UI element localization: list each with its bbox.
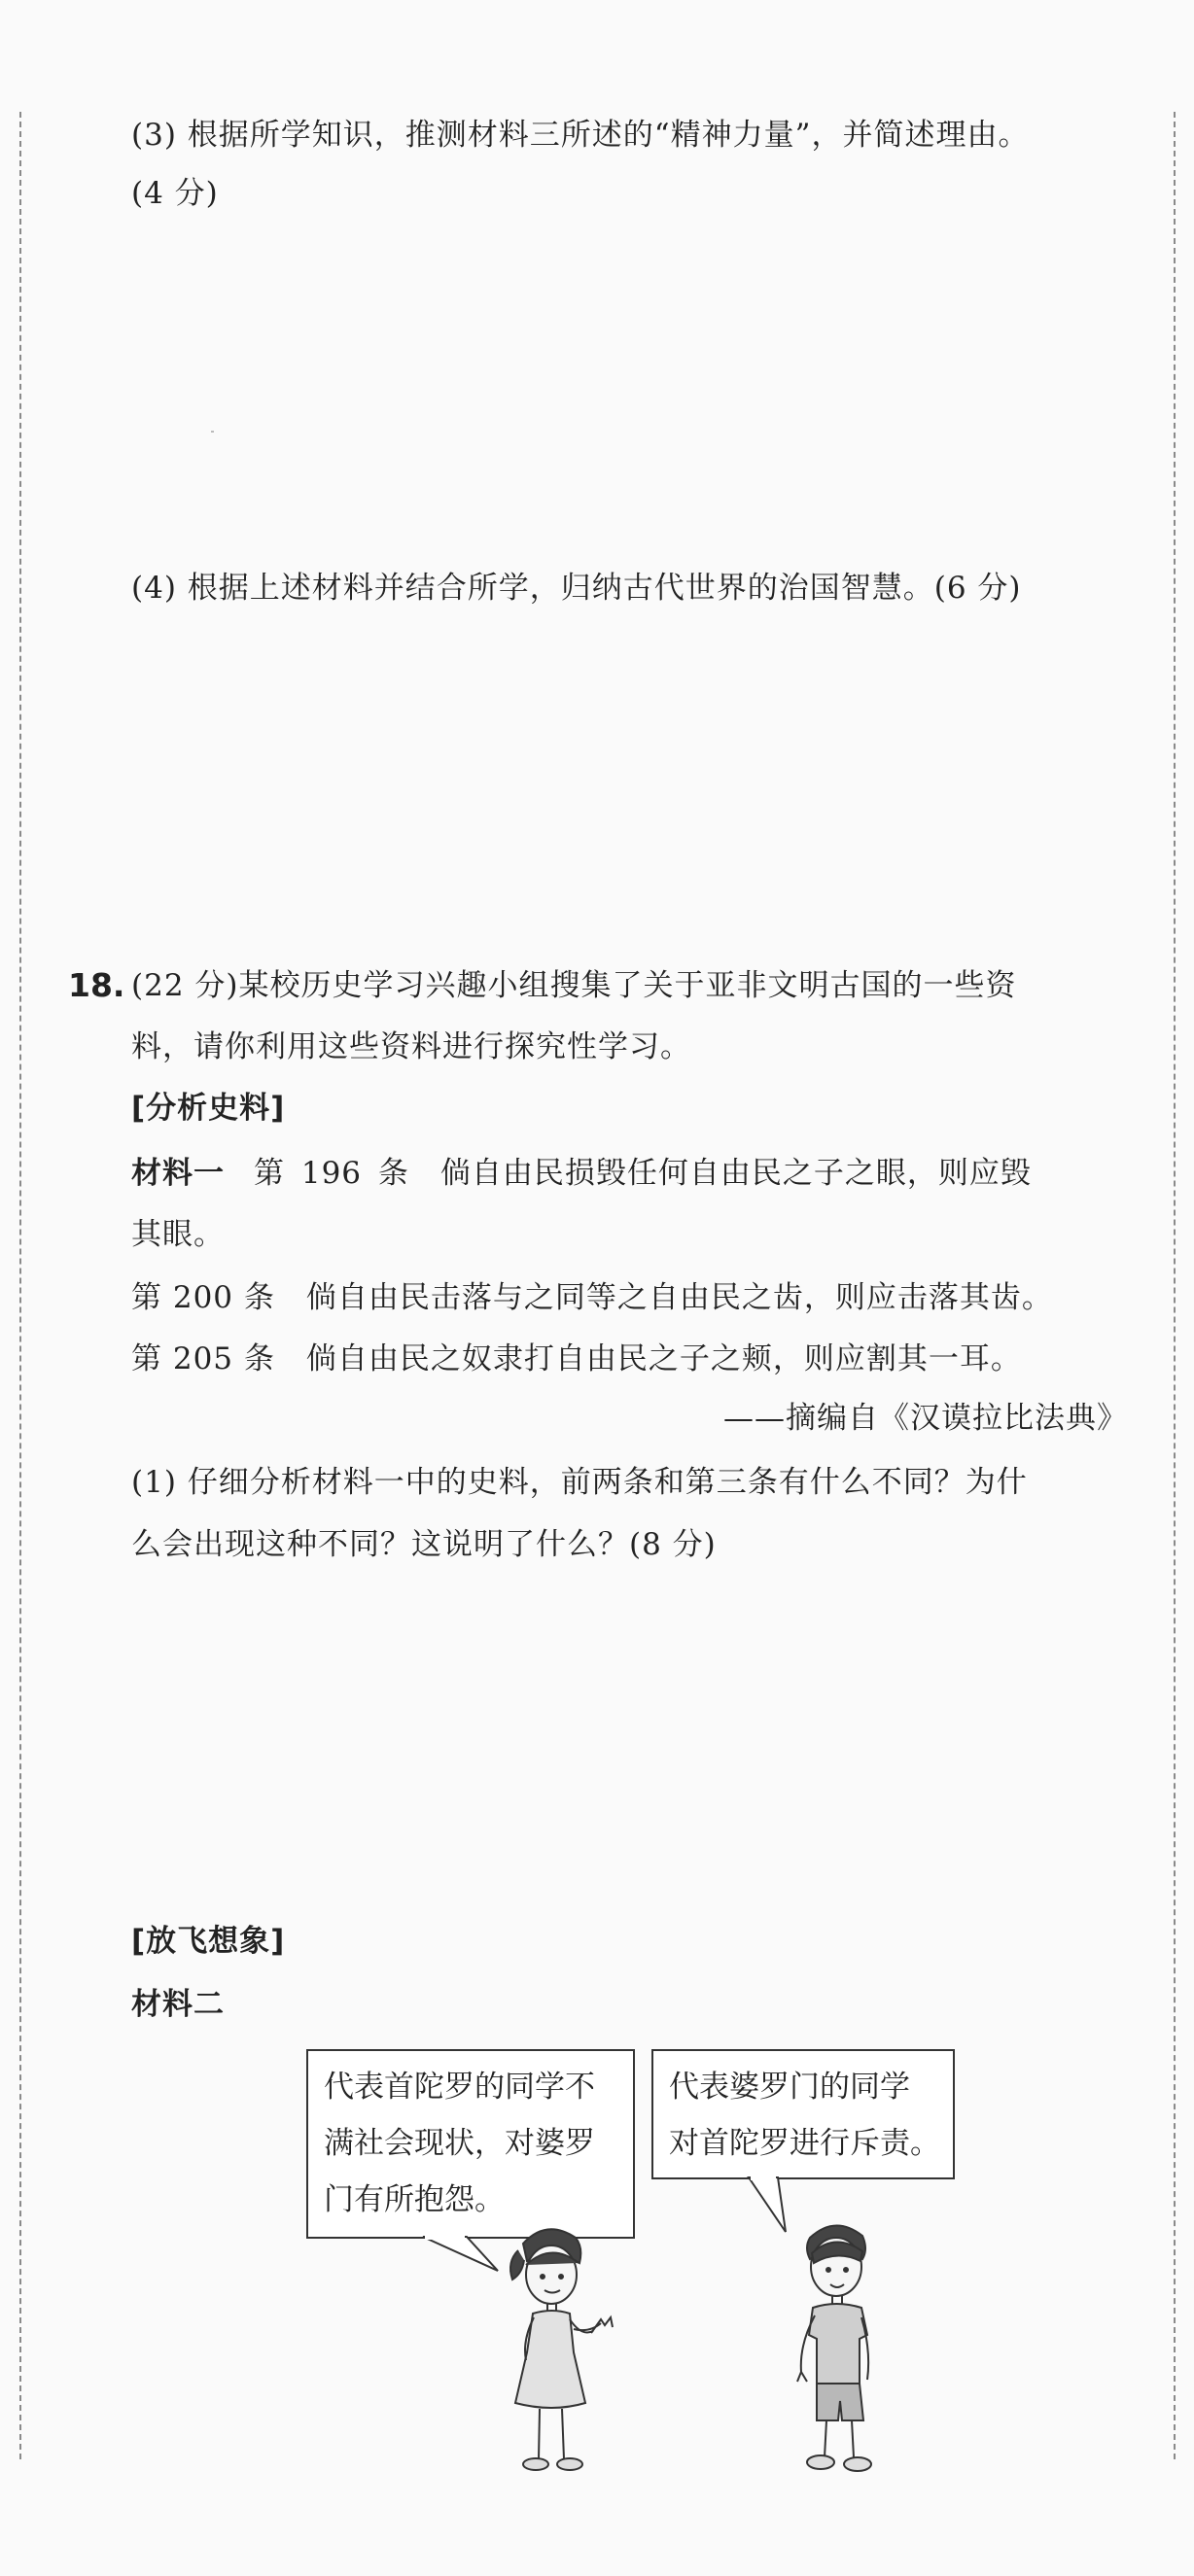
girl-student-figure	[510, 2229, 613, 2470]
bubble-right-line2: 对首陀罗进行斥责。	[669, 2126, 940, 2161]
section-title-imagine: [放飞想象]	[131, 1924, 286, 1959]
material1-line1	[131, 1152, 1032, 1195]
speech-bubble-left	[306, 2049, 635, 2239]
bubble-left-line1: 代表首陀罗的同学不	[324, 2070, 595, 2105]
bubble-left-line2: 满社会现状，对婆罗	[324, 2126, 595, 2161]
q3-prompt-line2: (4 分)	[131, 176, 219, 211]
material1-line3: 第 200 条 倘自由民击落与之同等之自由民之齿，则应击落其齿。	[131, 1280, 1053, 1315]
boy-student-figure	[797, 2225, 871, 2471]
section-title-analyze: [分析史料]	[131, 1091, 286, 1126]
q4-prompt: (4) 根据上述材料并结合所学，归纳古代世界的治国智慧。(6 分)	[131, 571, 1022, 606]
scan-speck	[211, 431, 214, 433]
material1-line4: 第 205 条 倘自由民之奴隶打自由民之子之颊，则应割其一耳。	[131, 1341, 1022, 1376]
q18-intro-line2: 料，请你利用这些资料进行探究性学习。	[131, 1029, 691, 1064]
speech-bubble-right	[651, 2049, 955, 2179]
material1-text: 第 196 条 倘自由民损毁任何自由民之子之眼，则应毁	[254, 1156, 1032, 1191]
material1-source: ——摘编自《汉谟拉比法典》	[723, 1401, 1128, 1436]
bubble-right-tail	[749, 2177, 786, 2232]
material1-label: 材料一	[131, 1156, 225, 1191]
material2-label: 材料二	[131, 1987, 225, 2022]
q18-intro-line1: (22 分)某校历史学习兴趣小组搜集了关于亚非文明古国的一些资	[131, 968, 1017, 1003]
q1-prompt-line2: 么会出现这种不同？这说明了什么？(8 分)	[131, 1527, 717, 1562]
bubble-right-line1: 代表婆罗门的同学	[669, 2070, 910, 2105]
left-binding-margin	[19, 112, 21, 2459]
question-number: 18.	[68, 966, 125, 1004]
bubble-left-tail	[423, 2237, 498, 2271]
right-binding-margin	[1174, 112, 1176, 2459]
q1-prompt-line1: (1) 仔细分析材料一中的史料，前两条和第三条有什么不同？为什	[131, 1465, 1028, 1500]
material1-line2: 其眼。	[131, 1217, 225, 1252]
bubble-left-line3: 门有所抱怨。	[324, 2182, 505, 2217]
q3-prompt-line1: (3) 根据所学知识，推测材料三所述的“精神力量”，并简述理由。	[131, 118, 1030, 153]
